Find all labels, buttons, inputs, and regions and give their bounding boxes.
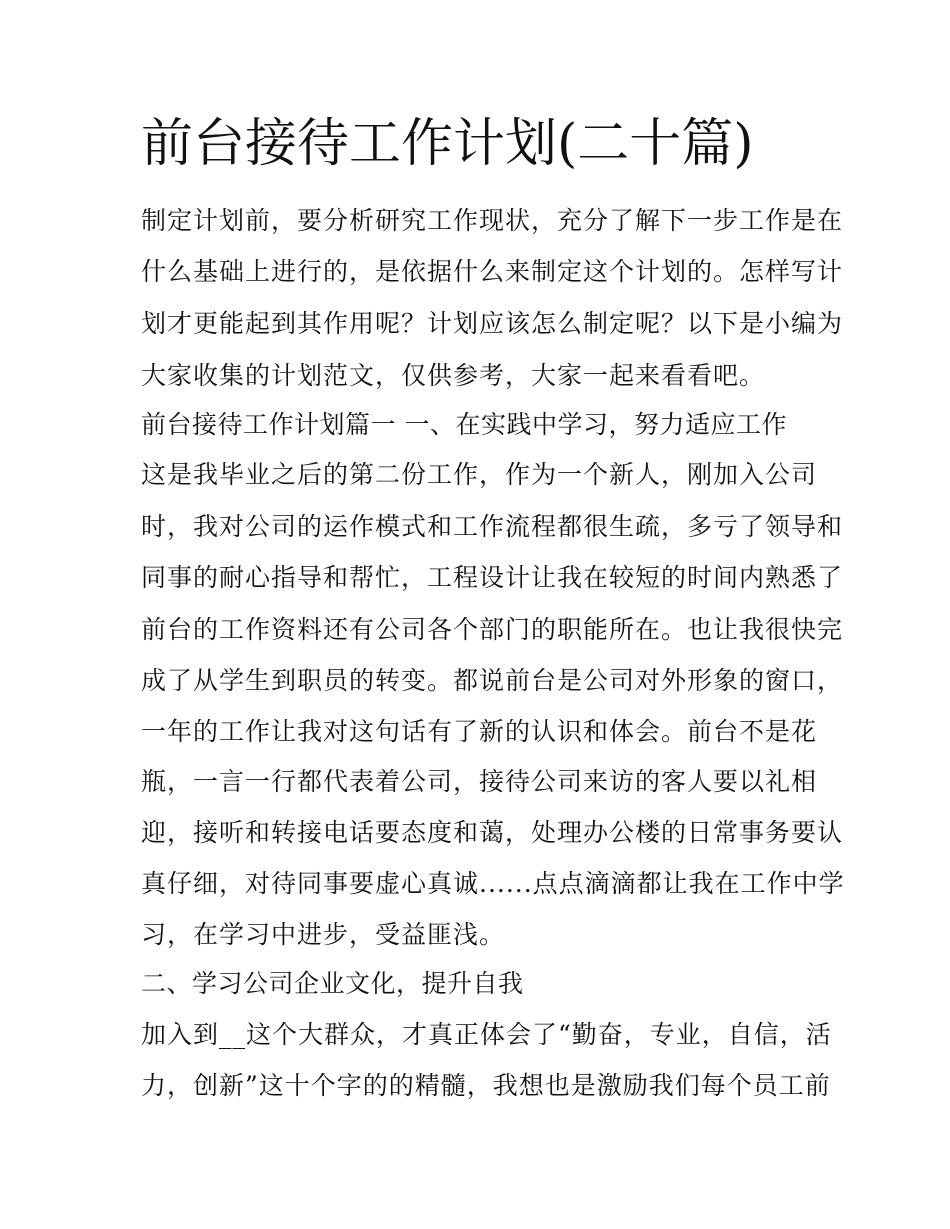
- body-text-line: 成了从学生到职员的转变。都说前台是公司对外形象的窗口，: [141, 666, 844, 695]
- body-text-line: 前台的工作资料还有公司各个部门的职能所在。也让我很快完: [141, 615, 844, 644]
- body-text-line: 瓶，一言一行都代表着公司，接待公司来访的客人要以礼相: [141, 767, 818, 796]
- body-text-line: 一年的工作让我对这句话有了新的认识和体会。前台不是花: [141, 717, 818, 746]
- body-text-line: 力，创新”这十个字的的精髓，我想也是激励我们每个员工前: [141, 1071, 831, 1100]
- body-text-line: 真仔细，对待同事要虚心真诚......点点滴滴都让我在工作中学: [141, 869, 845, 898]
- body-text-line: 习，在学习中进步，受益匪浅。: [141, 920, 506, 949]
- document-title: 前台接待工作计划(二十篇): [141, 114, 754, 174]
- body-text-line: 时，我对公司的运作模式和工作流程都很生疏，多亏了领导和: [141, 512, 844, 541]
- section-heading-line: 前台接待工作计划篇一 一、在实践中学习，努力适应工作: [141, 410, 787, 439]
- section-heading-line: 二、学习公司企业文化，提升自我: [141, 969, 524, 998]
- body-text-line: 什么基础上进行的，是依据什么来制定这个计划的。怎样写计: [141, 257, 844, 286]
- body-text-line: 制定计划前，要分析研究工作现状，充分了解下一步工作是在: [141, 206, 844, 235]
- body-text-line: 大家收集的计划范文，仅供参考，大家一起来看看吧。: [141, 361, 766, 390]
- body-text-line: 这是我毕业之后的第二份工作，作为一个新人，刚加入公司: [141, 460, 818, 489]
- body-text-line: 划才更能起到其作用呢？计划应该怎么制定呢？以下是小编为: [141, 309, 844, 338]
- body-text-line: 加入到__这个大群众，才真正体会了“勤奋，专业，自信，活: [141, 1020, 832, 1049]
- body-text-line: 迎，接听和转接电话要态度和蔼，处理办公楼的日常事务要认: [141, 818, 844, 847]
- body-text-line: 同事的耐心指导和帮忙，工程设计让我在较短的时间内熟悉了: [141, 563, 844, 592]
